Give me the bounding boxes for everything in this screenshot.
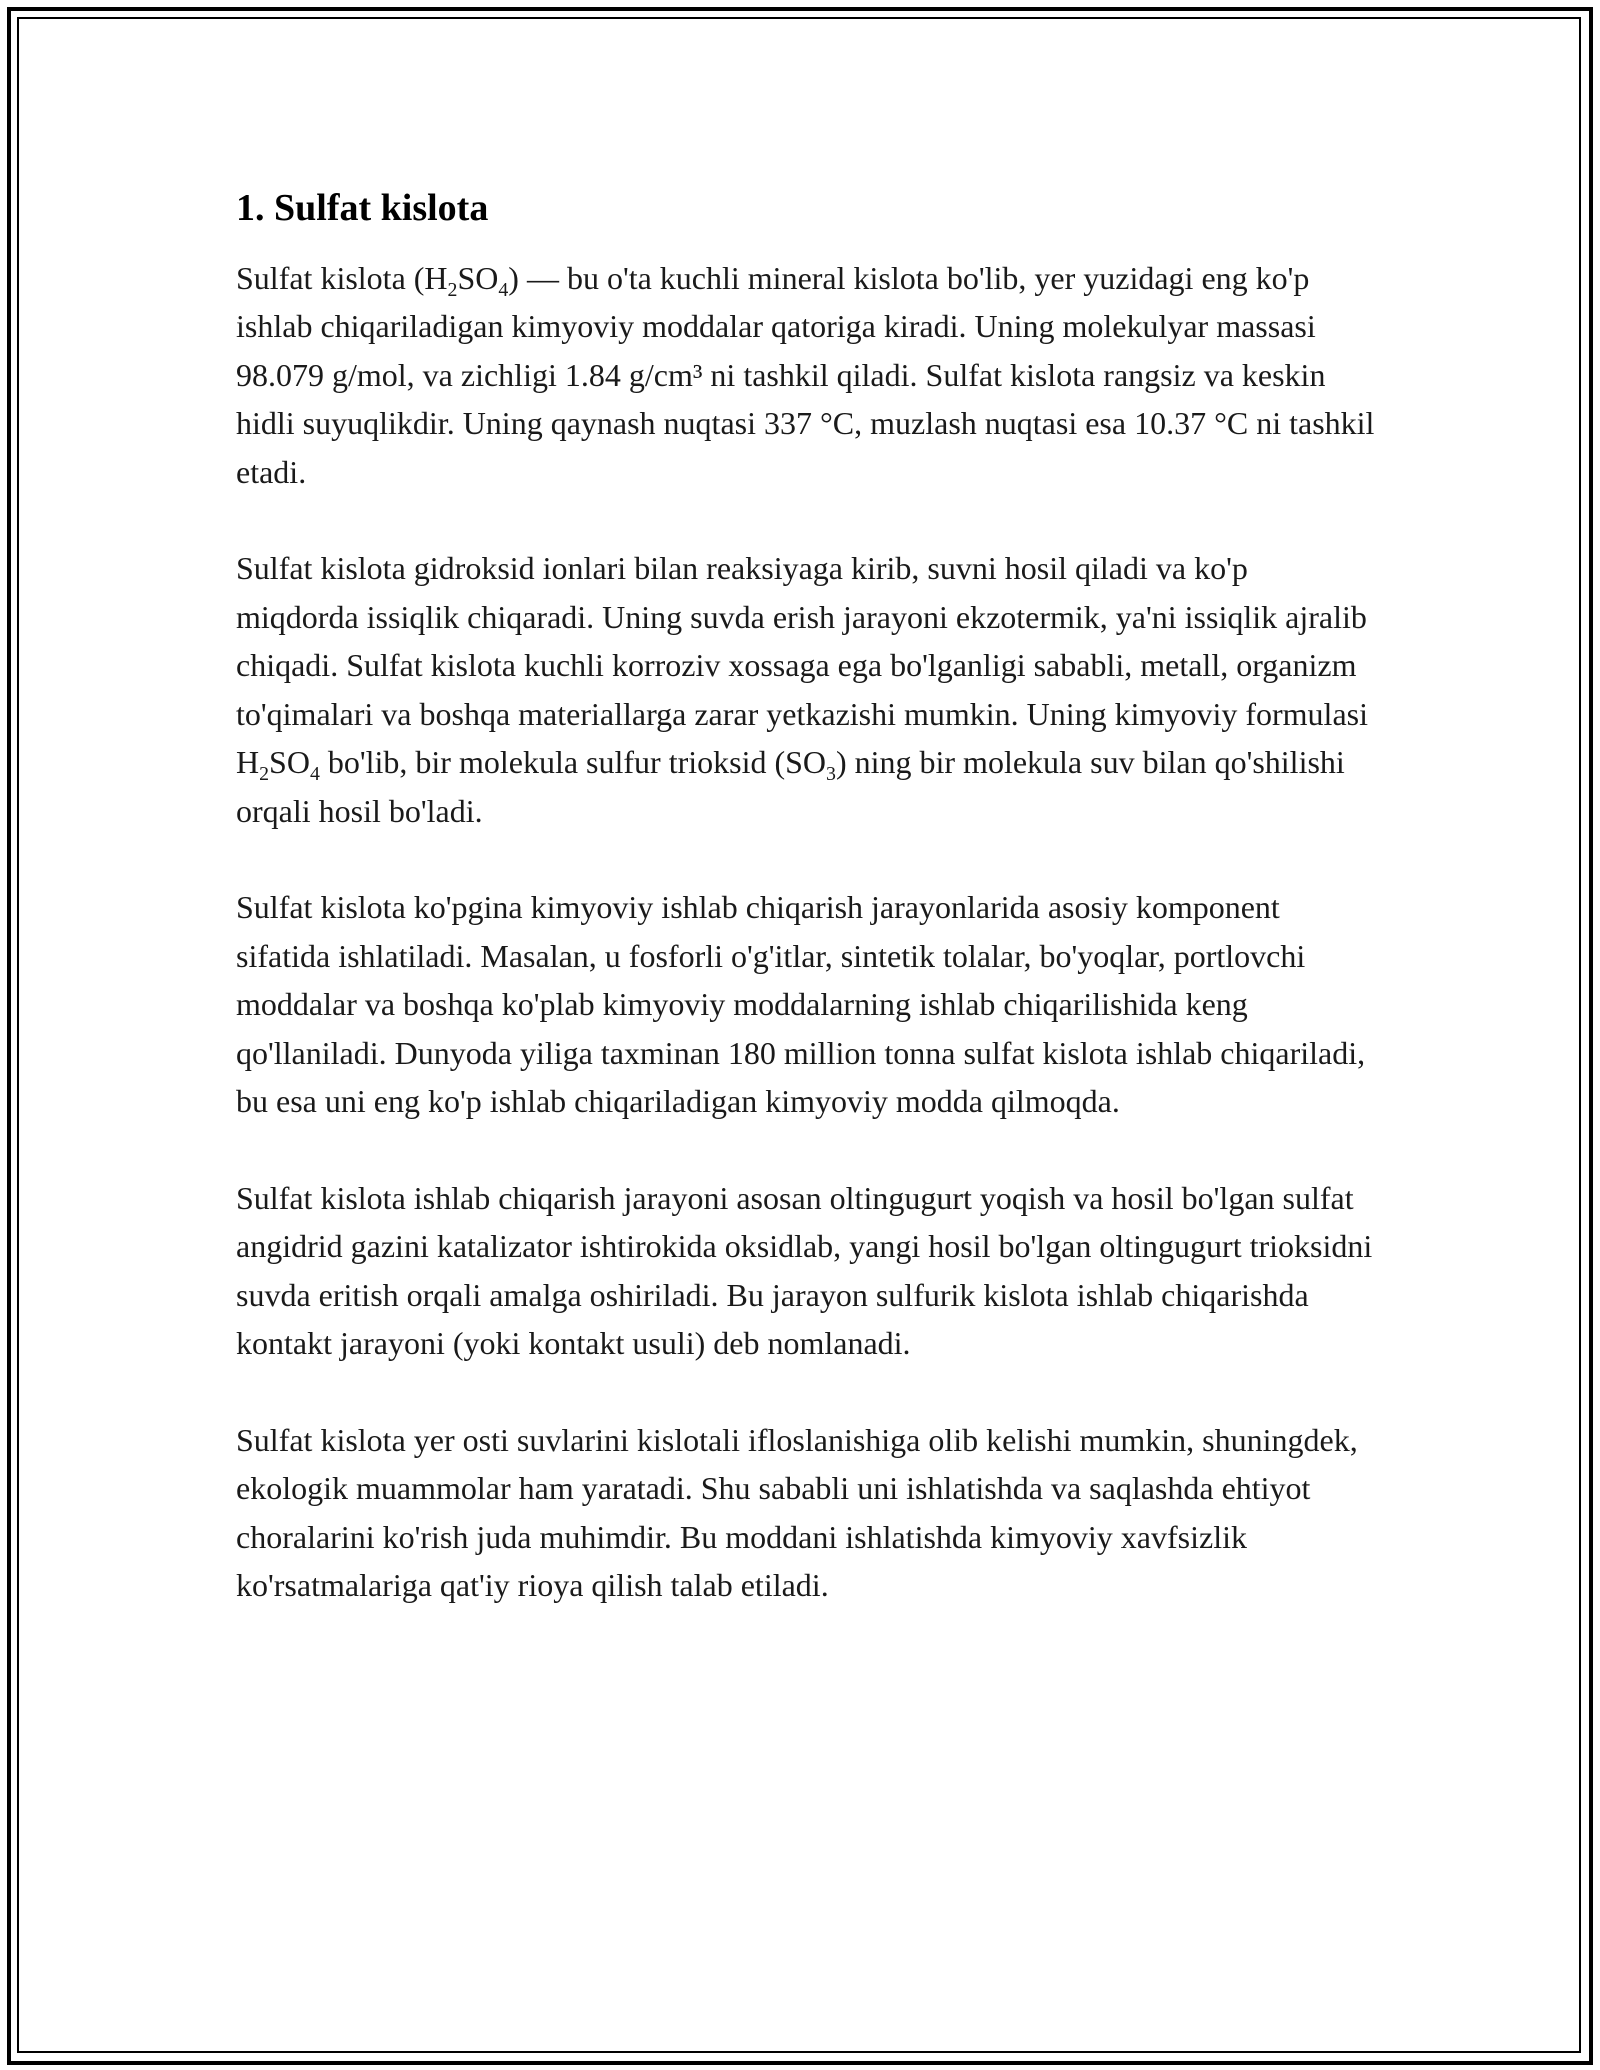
document-body <box>236 186 1376 1658</box>
paragraph-2 <box>236 544 1376 835</box>
subscript-2: 2 <box>447 278 458 301</box>
paragraph-3: Sulfat kislota ko'pgina kimyoviy ishlab chiqarish jarayonlarida asosiy komponent sifatida ishlatiladi. Masalan, u fosforli o'g'itlar, sintetik tolalar, bo'yoqlar, portlovchi moddalar va boshqa ko'plab kimyoviy moddalarning ishlab chiqarilishida keng qo'llaniladi. Dunyoda yiliga taxminan 180 million tonna sulfat kislota ishlab chiqariladi, bu esa uni eng ko'p ishlab chiqariladigan kimyoviy modda qilmoqda. <box>236 889 1366 1120</box>
section-title: 1. Sulfat kislota <box>236 187 489 229</box>
paragraph-4: Sulfat kislota ishlab chiqarish jarayoni asosan oltingugurt yoqish va hosil bo'lgan sulfat angidrid gazini katalizator ishtirokida oksidlab, yangi hosil bo'lgan oltingugurt trioksidni suvda eritish orqali amalga oshiriladi. Bu jarayon sulfurik kislota ishlab chiqarishda kontakt jarayoni (yoki kontakt usuli) deb nomlanadi. <box>236 1179 1373 1362</box>
paragraph-1 <box>236 254 1376 497</box>
subscript-2: 2 <box>259 763 270 786</box>
subscript-3: 3 <box>826 763 836 786</box>
paragraph-2-text-d: ) ning bir molekula suv bilan qo'shilishi orqali hosil bo'ladi. <box>236 744 1345 829</box>
paragraph-2-text-b: SO <box>269 744 310 781</box>
paragraph-2-text-a: Sulfat kislota gidroksid ionlari bilan reaksiyaga kirib, suvni hosil qiladi va ko'p miqdorda issiqlik chiqaradi. Uning suvda erish jarayoni ekzotermik, ya'ni issiqlik ajralib chiqadi. Sulfat kislota kuchli korroziv xossaga ega bo'lganligi sababli, metall, organizm to'qimalari va boshqa materiallarga zarar yetkazishi mumkin. Uning kimyoviy formulasi H <box>236 550 1368 781</box>
paragraph-1-text-a: Sulfat kislota (H <box>236 259 448 296</box>
paragraph-2-text-c: bo'lib, bir molekula sulfur trioksid (SO <box>319 744 827 781</box>
paragraph-1-text-b: SO <box>457 259 499 296</box>
subscript-4: 4 <box>498 278 509 301</box>
paragraph-5: Sulfat kislota yer osti suvlarini kislotali ifloslanishiga olib kelishi mumkin, shuningdek, ekologik muammolar ham yaratadi. Shu sababli uni ishlatishda va saqlashda ehtiyot choralarini ko'rish juda muhimdir. Bu moddani ishlatishda kimyoviy xavfsizlik ko'rsatmalariga qat'iy rioya qilish talab etiladi. <box>236 1421 1358 1604</box>
subscript-4: 4 <box>309 763 320 786</box>
paragraph-1-text-c: ) — bu o'ta kuchli mineral kislota bo'lib, yer yuzidagi eng ko'p ishlab chiqariladigan kimyoviy moddalar qatoriga kiradi. Uning molekulyar massasi 98.079 g/mol, va zichligi 1.84 g/cm³ ni tashkil qiladi. Sulfat kislota rangsiz va keskin hidli suyuqlikdir. Uning qaynash nuqtasi 337 °C, muzlash nuqtasi esa 10.37 °C ni tashkil etadi. <box>236 259 1375 490</box>
